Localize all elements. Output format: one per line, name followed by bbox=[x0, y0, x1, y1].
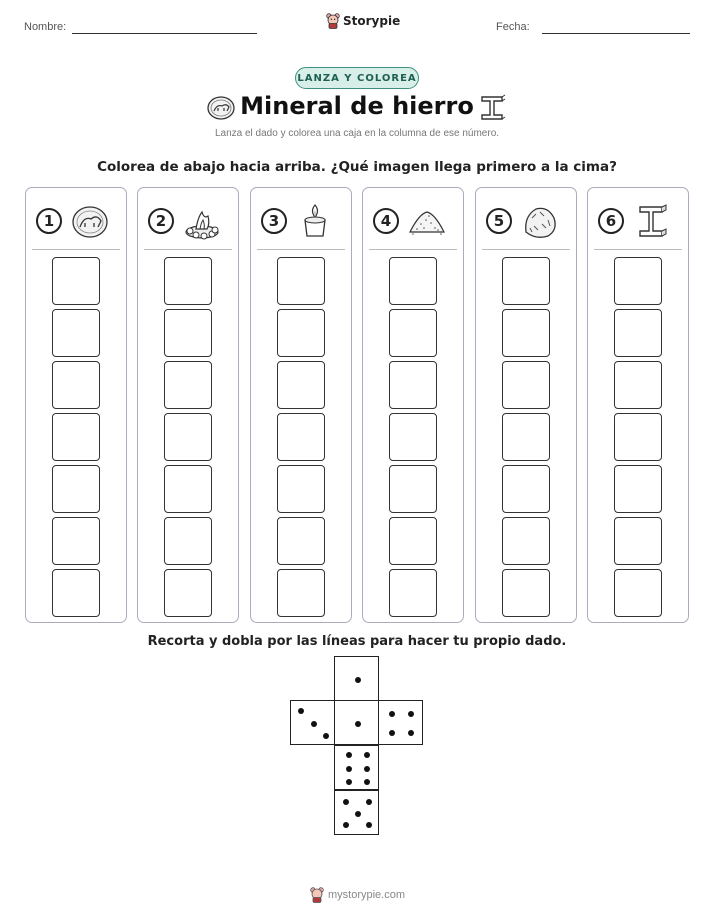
bear-icon bbox=[310, 887, 324, 903]
color-box[interactable] bbox=[502, 517, 550, 565]
color-box[interactable] bbox=[277, 465, 325, 513]
die-pip bbox=[343, 822, 349, 828]
activity-badge: LANZA Y COLOREA bbox=[295, 67, 419, 89]
color-box[interactable] bbox=[52, 361, 100, 409]
color-box[interactable] bbox=[164, 413, 212, 461]
color-box[interactable] bbox=[614, 413, 662, 461]
color-box[interactable] bbox=[52, 517, 100, 565]
color-box[interactable] bbox=[614, 361, 662, 409]
die-pip bbox=[389, 730, 395, 736]
color-box[interactable] bbox=[277, 361, 325, 409]
color-box[interactable] bbox=[164, 465, 212, 513]
date-line[interactable] bbox=[542, 33, 690, 34]
color-box[interactable] bbox=[52, 569, 100, 617]
die-pip bbox=[311, 721, 317, 727]
die-pip bbox=[355, 677, 361, 683]
column-1 bbox=[25, 187, 127, 623]
die-face-1 bbox=[334, 700, 379, 745]
color-box[interactable] bbox=[389, 413, 437, 461]
column-header bbox=[373, 202, 455, 242]
die-pip bbox=[355, 721, 361, 727]
die-pip bbox=[364, 752, 370, 758]
die-pip bbox=[343, 799, 349, 805]
column-divider bbox=[594, 249, 682, 250]
column-4 bbox=[362, 187, 464, 623]
color-box[interactable] bbox=[164, 361, 212, 409]
column-number: 4 bbox=[373, 208, 399, 234]
page-title: Mineral de hierro bbox=[240, 92, 474, 120]
color-box[interactable] bbox=[277, 257, 325, 305]
column-number: 3 bbox=[261, 208, 287, 234]
color-box[interactable] bbox=[389, 309, 437, 357]
column-header bbox=[261, 202, 343, 242]
bear-icon bbox=[326, 13, 340, 29]
column-header bbox=[148, 202, 230, 242]
footer bbox=[310, 887, 405, 903]
color-box[interactable] bbox=[164, 517, 212, 565]
color-box[interactable] bbox=[502, 309, 550, 357]
brand-logo bbox=[326, 13, 400, 29]
color-box[interactable] bbox=[389, 257, 437, 305]
die-pip bbox=[346, 779, 352, 785]
color-box[interactable] bbox=[52, 257, 100, 305]
page-subtitle: Lanza el dado y colorea una caja en la columna de ese número. bbox=[214, 128, 500, 139]
color-box[interactable] bbox=[502, 413, 550, 461]
brand-name: Storypie bbox=[343, 14, 401, 28]
color-box[interactable] bbox=[52, 413, 100, 461]
ore-rock-icon bbox=[520, 202, 560, 246]
name-line[interactable] bbox=[72, 33, 257, 34]
name-label: Nombre: bbox=[24, 21, 67, 33]
candle-icon bbox=[295, 202, 335, 246]
color-box[interactable] bbox=[52, 309, 100, 357]
cutout-instruction: Recorta y dobla por las líneas para hacer tu propio dado. bbox=[147, 634, 567, 649]
die-pip bbox=[408, 730, 414, 736]
die-face-1 bbox=[334, 656, 379, 701]
sand-pile-icon bbox=[407, 202, 447, 246]
color-box[interactable] bbox=[614, 569, 662, 617]
column-divider bbox=[369, 249, 457, 250]
fossil-coin-icon bbox=[70, 202, 110, 246]
date-label: Fecha: bbox=[496, 21, 530, 33]
coloring-instruction: Colorea de abajo hacia arriba. ¿Qué imagen llega primero a la cima? bbox=[97, 159, 617, 175]
column-divider bbox=[257, 249, 345, 250]
column-number: 2 bbox=[148, 208, 174, 234]
color-box[interactable] bbox=[52, 465, 100, 513]
color-box[interactable] bbox=[389, 569, 437, 617]
column-number: 5 bbox=[486, 208, 512, 234]
campfire-icon bbox=[182, 202, 222, 246]
column-divider bbox=[144, 249, 232, 250]
column-header bbox=[598, 202, 680, 242]
color-box[interactable] bbox=[277, 413, 325, 461]
column-divider bbox=[32, 249, 120, 250]
column-2 bbox=[137, 187, 239, 623]
die-pip bbox=[408, 711, 414, 717]
die-pip bbox=[323, 733, 329, 739]
column-6 bbox=[587, 187, 689, 623]
die-pip bbox=[346, 766, 352, 772]
color-box[interactable] bbox=[164, 309, 212, 357]
column-number: 1 bbox=[36, 208, 62, 234]
die-face-4 bbox=[378, 700, 423, 745]
die-pip bbox=[366, 822, 372, 828]
die-pip bbox=[389, 711, 395, 717]
color-box[interactable] bbox=[277, 309, 325, 357]
color-box[interactable] bbox=[277, 517, 325, 565]
color-box[interactable] bbox=[389, 361, 437, 409]
color-box[interactable] bbox=[502, 257, 550, 305]
color-box[interactable] bbox=[389, 465, 437, 513]
color-box[interactable] bbox=[277, 569, 325, 617]
color-box[interactable] bbox=[502, 361, 550, 409]
color-box[interactable] bbox=[164, 569, 212, 617]
color-box[interactable] bbox=[614, 309, 662, 357]
die-pip bbox=[346, 752, 352, 758]
color-box[interactable] bbox=[614, 517, 662, 565]
color-box[interactable] bbox=[502, 569, 550, 617]
column-header bbox=[36, 202, 118, 242]
color-box[interactable] bbox=[614, 257, 662, 305]
column-3 bbox=[250, 187, 352, 623]
column-number: 6 bbox=[598, 208, 624, 234]
die-pip bbox=[364, 779, 370, 785]
color-box[interactable] bbox=[389, 517, 437, 565]
steel-beam-icon bbox=[478, 93, 506, 123]
steel-beam-icon bbox=[632, 202, 672, 246]
color-box[interactable] bbox=[164, 257, 212, 305]
column-5 bbox=[475, 187, 577, 623]
die-pip bbox=[355, 811, 361, 817]
footer-url: mystorypie.com bbox=[328, 889, 406, 901]
column-header bbox=[486, 202, 568, 242]
die-pip bbox=[298, 708, 304, 714]
column-divider bbox=[482, 249, 570, 250]
color-box[interactable] bbox=[614, 465, 662, 513]
die-face-5 bbox=[334, 790, 379, 835]
die-pip bbox=[366, 799, 372, 805]
die-face-3 bbox=[290, 700, 335, 745]
die-pip bbox=[364, 766, 370, 772]
color-box[interactable] bbox=[502, 465, 550, 513]
die-face-6 bbox=[334, 745, 379, 790]
